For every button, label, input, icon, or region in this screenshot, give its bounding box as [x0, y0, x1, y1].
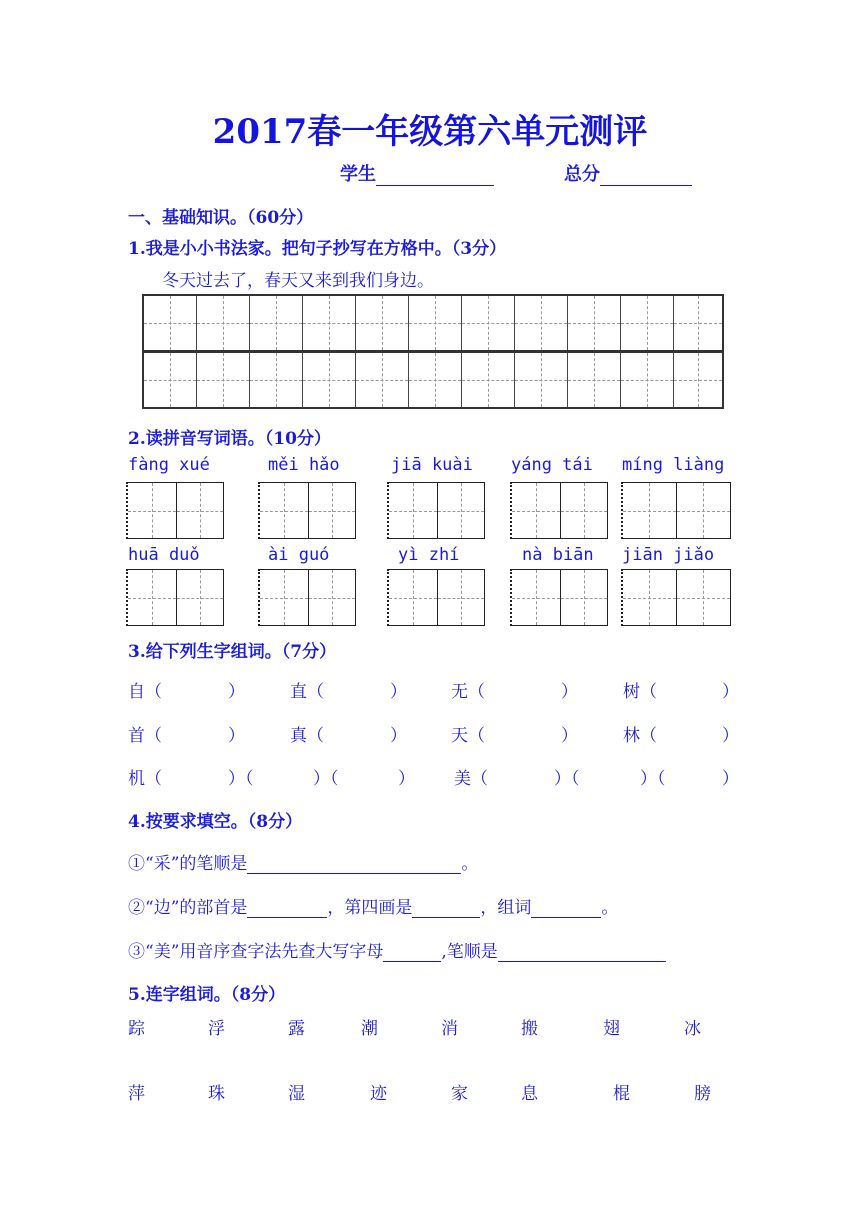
word-item: 天（	[451, 726, 485, 746]
char-item[interactable]: 踪	[128, 1019, 145, 1039]
page-title: 2017春一年级第六单元测评	[212, 112, 648, 152]
grid-cell[interactable]	[356, 353, 409, 407]
answer-blank[interactable]	[531, 899, 601, 918]
grid-cell[interactable]	[409, 296, 462, 350]
grid-cell[interactable]	[623, 570, 677, 625]
grid-cell[interactable]	[438, 570, 485, 625]
grid-cell[interactable]	[389, 570, 438, 625]
paren-close: ）	[722, 682, 739, 702]
grid-cell[interactable]	[309, 483, 356, 538]
grid-cell[interactable]	[621, 353, 674, 407]
fill-text: ，组词	[480, 898, 532, 918]
paren-close: ）	[390, 726, 407, 746]
grid-cell[interactable]	[561, 483, 608, 538]
question-2-heading: 2.读拼音写词语。（10分）	[128, 429, 331, 449]
word-item: 无（	[451, 682, 485, 702]
grid-cell[interactable]	[303, 296, 356, 350]
pinyin-label: nà biān	[522, 545, 594, 565]
char-item[interactable]: 萍	[128, 1084, 145, 1104]
answer-blank[interactable]	[412, 899, 480, 918]
word-box[interactable]	[510, 569, 608, 626]
answer-blank[interactable]	[247, 855, 461, 874]
word-item: 真（	[290, 726, 324, 746]
pinyin-label: míng liàng	[622, 455, 725, 475]
word-item: 首（	[128, 726, 162, 746]
grid-cell[interactable]	[197, 353, 250, 407]
word-box[interactable]	[126, 569, 224, 626]
grid-cell[interactable]	[250, 353, 303, 407]
pinyin-label: měi hǎo	[268, 455, 340, 475]
grid-cell[interactable]	[512, 483, 561, 538]
paren-pair: ）（	[228, 769, 254, 789]
pinyin-label: huā duǒ	[128, 545, 200, 565]
pinyin-label: ài guó	[268, 545, 330, 565]
char-item[interactable]: 浮	[208, 1019, 225, 1039]
grid-cell[interactable]	[409, 353, 462, 407]
word-box[interactable]	[387, 569, 485, 626]
grid-cell[interactable]	[568, 353, 621, 407]
grid-cell[interactable]	[674, 296, 722, 350]
grid-cell[interactable]	[144, 353, 197, 407]
grid-cell[interactable]	[177, 570, 224, 625]
writing-grid-row-1[interactable]	[142, 294, 724, 352]
paren-close: ）	[398, 769, 415, 789]
question-3-heading: 3.给下列生字组词。（7分）	[128, 642, 337, 662]
fill-line-1	[128, 849, 478, 874]
writing-grid-row-2[interactable]	[142, 351, 724, 409]
student-label: 学生	[340, 164, 376, 185]
grid-cell[interactable]	[260, 483, 309, 538]
paren-close: ）	[561, 682, 578, 702]
student-name-line[interactable]	[376, 165, 494, 186]
word-item: 机（	[128, 769, 162, 789]
char-item[interactable]: 息	[521, 1084, 538, 1104]
char-item[interactable]: 膀	[694, 1084, 711, 1104]
grid-cell[interactable]	[515, 353, 568, 407]
grid-cell[interactable]	[128, 483, 177, 538]
pinyin-label: jiān jiǎo	[622, 545, 715, 565]
paren-close: ）	[228, 682, 245, 702]
paren-close: ）	[561, 726, 578, 746]
answer-blank[interactable]	[498, 943, 666, 962]
paren-pair: ）（	[554, 769, 580, 789]
fill-line-3	[128, 937, 666, 962]
grid-cell[interactable]	[250, 296, 303, 350]
paren-pair: ）（	[640, 769, 666, 789]
fill-text: 。	[461, 854, 479, 874]
word-item: 树（	[623, 682, 657, 702]
word-item: 美（	[454, 769, 488, 789]
fill-text: ③“美”用音序查字法先查大写字母	[128, 942, 384, 962]
fill-text: ①“采”的笔顺是	[128, 854, 248, 874]
paren-close: ）	[722, 726, 739, 746]
char-item[interactable]: 潮	[361, 1019, 378, 1039]
char-item[interactable]: 棍	[613, 1084, 630, 1104]
word-box[interactable]	[126, 482, 224, 539]
word-box[interactable]	[510, 482, 608, 539]
question-5-heading: 5.连字组词。（8分）	[128, 985, 286, 1005]
word-box[interactable]	[387, 482, 485, 539]
grid-cell[interactable]	[677, 483, 731, 538]
answer-blank[interactable]	[247, 899, 327, 918]
word-item: 自（	[128, 682, 162, 702]
fill-text: ，第四画是	[327, 898, 413, 918]
char-item[interactable]: 搬	[521, 1019, 538, 1039]
grid-cell[interactable]	[677, 570, 731, 625]
paren-close: ）	[390, 682, 407, 702]
char-item[interactable]: 家	[451, 1084, 468, 1104]
grid-cell[interactable]	[303, 353, 356, 407]
section-heading: 一、基础知识。（60分）	[128, 208, 314, 228]
student-name-field[interactable]	[340, 160, 494, 186]
grid-cell[interactable]	[144, 296, 197, 350]
question-1-heading: 1.我是小小书法家。把句子抄写在方格中。（3分）	[128, 239, 507, 259]
grid-cell[interactable]	[177, 483, 224, 538]
grid-cell[interactable]	[512, 570, 561, 625]
word-box[interactable]	[621, 569, 731, 626]
total-score-field[interactable]	[564, 160, 692, 186]
copy-sentence: 冬天过去了，春天又来到我们身边。	[162, 271, 434, 291]
grid-cell[interactable]	[356, 296, 409, 350]
pinyin-label: yáng tái	[511, 455, 593, 475]
question-4-heading: 4.按要求填空。（8分）	[128, 812, 303, 832]
grid-cell[interactable]	[438, 483, 485, 538]
char-item[interactable]: 冰	[684, 1019, 701, 1039]
paren-pair: ）（	[313, 769, 339, 789]
fill-text: ,笔顺是	[441, 942, 498, 962]
char-item[interactable]: 迹	[370, 1084, 387, 1104]
fill-text: 。	[601, 898, 619, 918]
char-item[interactable]: 珠	[208, 1084, 225, 1104]
char-item[interactable]: 湿	[288, 1084, 305, 1104]
word-box[interactable]	[258, 569, 356, 626]
grid-cell[interactable]	[621, 296, 674, 350]
word-box[interactable]	[621, 482, 731, 539]
grid-cell[interactable]	[462, 353, 515, 407]
word-box[interactable]	[258, 482, 356, 539]
grid-cell[interactable]	[623, 483, 677, 538]
grid-cell[interactable]	[568, 296, 621, 350]
pinyin-label: fàng xué	[128, 455, 210, 475]
grid-cell[interactable]	[128, 570, 177, 625]
word-item: 林（	[623, 726, 657, 746]
fill-line-2	[128, 893, 618, 918]
pinyin-label: jiā kuài	[391, 455, 473, 475]
fill-text: ②“边”的部首是	[128, 898, 248, 918]
grid-cell[interactable]	[389, 483, 438, 538]
score-line[interactable]	[600, 165, 692, 186]
answer-blank[interactable]	[383, 943, 441, 962]
char-item[interactable]: 消	[441, 1019, 458, 1039]
grid-cell[interactable]	[462, 296, 515, 350]
word-item: 直（	[290, 682, 324, 702]
grid-cell[interactable]	[515, 296, 568, 350]
char-item[interactable]: 翅	[603, 1019, 620, 1039]
paren-close: ）	[722, 769, 739, 789]
pinyin-label: yì zhí	[398, 545, 460, 565]
grid-cell[interactable]	[309, 570, 356, 625]
paren-close: ）	[228, 726, 245, 746]
grid-cell[interactable]	[561, 570, 608, 625]
grid-cell[interactable]	[260, 570, 309, 625]
char-item[interactable]: 露	[288, 1019, 305, 1039]
grid-cell[interactable]	[197, 296, 250, 350]
score-label: 总分	[564, 164, 600, 185]
grid-cell[interactable]	[674, 353, 722, 407]
